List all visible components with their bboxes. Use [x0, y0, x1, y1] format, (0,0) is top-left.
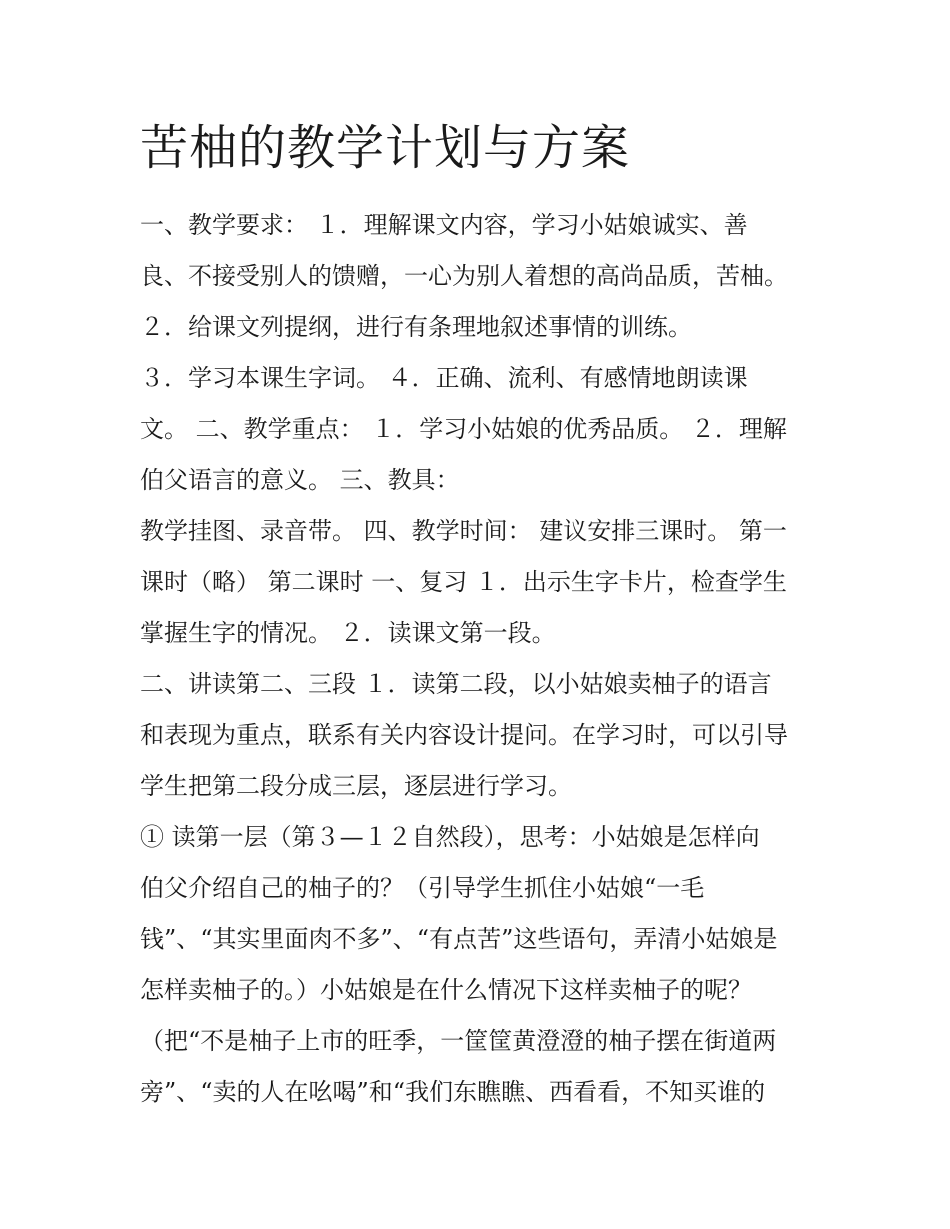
body-line-2: 良、不接受别人的馈赠，一心为别人着想的高尚品质，苦柚。 [140, 262, 788, 290]
body-line-12: 学生把第二段分成三层，逐层进行学习。 [140, 772, 572, 800]
body-line-18: 旁”、“卖的人在吆喝”和“我们东瞧瞧、西看看，不知买谁的 [140, 1078, 766, 1106]
document-body [140, 200, 830, 1118]
body-line-16: 怎样卖柚子的。）小姑娘是在什么情况下这样卖柚子的呢？ [140, 976, 752, 1004]
body-line-8: 课时（略） 第二课时 一、复习 １．出示生字卡片，检查学生 [140, 568, 787, 596]
body-line-1: 一、教学要求： １．理解课文内容，学习小姑娘诚实、善 [140, 211, 748, 239]
body-line-15: 钱”、“其实里面肉不多”、“有点苦”这些语句，弄清小姑娘是 [140, 925, 778, 953]
body-line-10: 二、讲读第二、三段 １．读第二段，以小姑娘卖柚子的语言 [140, 670, 772, 698]
body-line-3: ２．给课文列提纲，进行有条理地叙述事情的训练。 [140, 313, 692, 341]
body-line-13: ① 读第一层（第３—１２自然段），思考：小姑娘是怎样向 [140, 823, 760, 851]
body-line-7: 教学挂图、录音带。 四、教学时间： 建议安排三课时。 第一 [140, 517, 787, 545]
body-line-4: ３．学习本课生字词。 ４．正确、流利、有感情地朗读课 [140, 364, 748, 392]
body-line-6: 伯父语言的意义。 三、教具： [140, 466, 460, 494]
body-line-14: 伯父介绍自己的柚子的？（引导学生抓住小姑娘“一毛 [140, 874, 705, 902]
body-line-5: 文。 二、教学重点： １．学习小姑娘的优秀品质。 ２．理解 [140, 415, 787, 443]
body-line-17: （把“不是柚子上市的旺季，一筐筐黄澄澄的柚子摆在街道两 [140, 1027, 777, 1055]
body-line-9: 掌握生字的情况。 ２．读课文第一段。 [140, 619, 556, 647]
document-title: 苦柚的教学计划与方案 [140, 120, 631, 176]
body-line-11: 和表现为重点，联系有关内容设计提问。在学习时，可以引导 [140, 721, 788, 749]
